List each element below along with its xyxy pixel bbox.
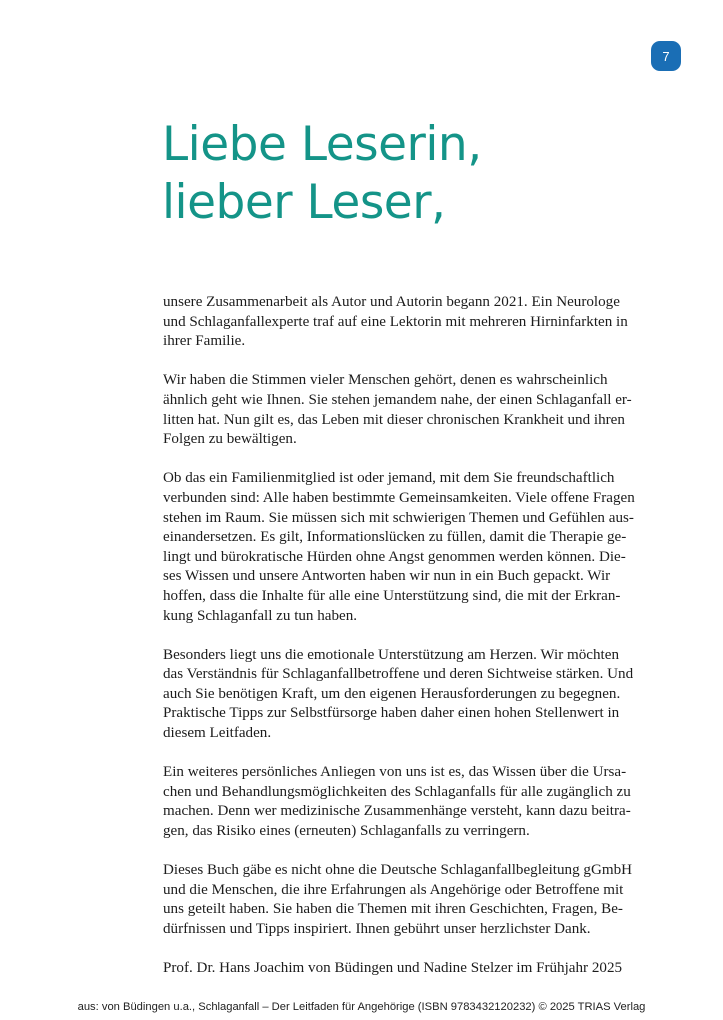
paragraph-1 (163, 293, 643, 352)
text-line: Praktische Tipps zur Selbstfürsorge haben daher einen hohen Stellenwert in (163, 705, 620, 722)
title-line-2: lieber Leser, (162, 175, 446, 230)
text-line: ähnlich geht wie Ihnen. Sie stehen jemandem nahe, der einen Schlaganfall er- (163, 391, 632, 408)
text-line: kung Schlaganfall zu tun haben. (163, 607, 358, 624)
text-line: Wir haben die Stimmen vieler Menschen gehört, denen es wahrscheinlich (163, 372, 608, 389)
signature: Prof. Dr. Hans Joachim von Büdingen und Nadine Stelzer im Frühjahr 2025 (163, 960, 623, 977)
text-line: hoffen, dass die Inhalte für alle eine Unterstützung sind, die mit der Erkran- (163, 587, 621, 604)
text-line: uns geteilt haben. Sie haben die Themen mit ihren Geschichten, Fragen, Be- (163, 901, 623, 918)
text-line: stehen im Raum. Sie müssen sich mit schwierigen Themen und Gefühlen aus- (163, 509, 634, 526)
text-line: Dieses Buch gäbe es nicht ohne die Deutsche Schlaganfallbegleitung gGmbH (163, 862, 633, 879)
text-line: lingt und bürokratische Hürden ohne Angst genommen werden können. Die- (163, 548, 626, 565)
text-line: gen, das Risiko eines (erneuten) Schlaganfalls zu verringern. (163, 823, 530, 840)
text-line: einandersetzen. Es gilt, Informationslücken zu füllen, damit die Therapie ge- (163, 529, 627, 546)
text-line: Ein weiteres persönliches Anliegen von uns ist es, das Wissen über die Ursa- (163, 764, 627, 781)
text-line: litten hat. Nun gilt es, das Leben mit dieser chronischen Krankheit und ihren (163, 411, 625, 428)
page-number-badge: 7 (651, 41, 681, 71)
text-line: Besonders liegt uns die emotionale Unterstützung am Herzen. Wir möchten (163, 646, 619, 663)
text-line: das Verständnis für Schlaganfallbetroffene und deren Sichtweise stärken. Und (163, 666, 634, 683)
text-line: auch Sie benötigen Kraft, um den eigenen Herausforderungen zu begegnen. (163, 685, 621, 702)
title-line-1: Liebe Leserin, (162, 117, 482, 172)
text-line: Ob das ein Familienmitglied ist oder jemand, mit dem Sie freundschaftlich (163, 470, 615, 487)
text-line: chen und Behandlungsmöglichkeiten des Schlaganfalls für alle zugänglich zu (163, 783, 631, 800)
paragraph-2 (163, 371, 643, 449)
text-line: unsere Zusammenarbeit als Autor und Autorin begann 2021. Ein Neurologe (163, 294, 620, 310)
text-line: Folgen zu bewältigen. (163, 431, 297, 448)
text-line: ses Wissen und unsere Antworten haben wir nun in ein Buch gepackt. Wir (163, 568, 611, 585)
text-line: machen. Denn wer medizinische Zusammenhänge versteht, kann dazu beitra- (163, 803, 631, 820)
text-line: und die Menschen, die ihre Erfahrungen als Angehörige oder Betroffene mit (163, 881, 624, 898)
text-line: verbunden sind: Alle haben bestimmte Gemeinsamkeiten. Viele offene Fragen (163, 489, 635, 506)
letter-body (163, 293, 643, 979)
text-line: und Schlaganfallexperte traf auf eine Lektorin mit mehreren Hirninfarkten in (163, 313, 628, 330)
page-title (162, 116, 482, 232)
paragraph-4 (163, 646, 643, 744)
paragraph-6 (163, 861, 643, 939)
source-footer: aus: von Büdingen u.a., Schlaganfall – Der Leitfaden für Angehörige (ISBN 9783432120232) © 2025 TRIAS Verlag (77, 1001, 646, 1013)
text-line: ihrer Familie. (163, 333, 246, 350)
text-line: diesem Leitfaden. (163, 725, 272, 742)
paragraph-3 (163, 469, 643, 626)
paragraph-5 (163, 763, 643, 841)
text-line: dürfnissen und Tipps inspiriert. Ihnen gebührt unser herzlichster Dank. (163, 921, 591, 937)
